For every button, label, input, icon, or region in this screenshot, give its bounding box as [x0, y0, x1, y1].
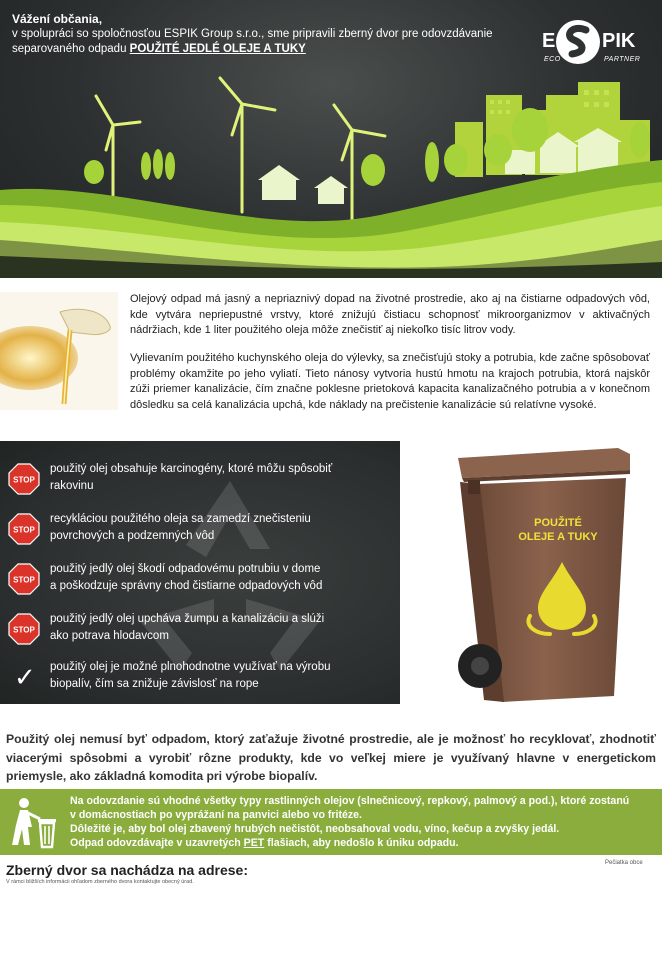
positive-text: biopalív, čím sa znižuje závislosť na rope [50, 678, 259, 690]
warning-item [8, 561, 393, 601]
logo-letter: E [542, 30, 556, 52]
warning-item [8, 611, 393, 651]
positive-text: použitý olej je možné plnohodnotne využívať na výrobu [50, 661, 331, 673]
warning-text: povrchových a podzemných vôd [50, 530, 215, 542]
address-title: Zberný dvor sa nachádza na adrese: [6, 862, 248, 878]
trash-disposal-icon [10, 795, 60, 849]
summary-text: Použitý olej nemusí byť odpadom, ktorý zaťažuje životné prostredie, ale je možnosť ho recyklovať, zhodnotiť viacerými spôsobmi a vyrobiť rôzne produkty, kde vo veľkej miere je využívaný hlavne v energetickom priemysle, ako základná komodita pri výrobe biopalív. [6, 732, 656, 783]
header-banner [0, 0, 662, 278]
pet-label: PET [243, 837, 265, 849]
info-line: Odpad odovzdávajte v uzavretých PET flašiach, aby nedošlo k úniku odpadu. [70, 837, 459, 849]
warning-text: rakovinu [50, 480, 94, 492]
check-icon: ✓ [14, 663, 36, 693]
info-text [70, 794, 650, 850]
stamp-label: Pečiatka obce [605, 860, 643, 866]
logo-sub: ECO [544, 56, 561, 63]
oil-collection-bin [440, 444, 652, 710]
intro-paragraph: Olejový odpad má jasný a nepriaznivý dopad na životné prostredie, ako aj na čistiarne odpadových vôd, kde vytvára nepriepustné vrstvy, ktoré znižujú čistiacu schopnosť mikroorganizmov v aktivačných nádržiach, kde 1 liter použitého oleja môže znečistiť aj niekoľko tisíc litrov vody. [130, 293, 650, 336]
bin-label: POUŽITÉ [534, 517, 582, 529]
bin-label: OLEJE A TUKY [518, 531, 598, 543]
address-note: V rámci bližších informácii ohľadom zberného dvora kontaktujte obecný úrad. [6, 879, 194, 885]
svg-text:STOP: STOP [13, 575, 35, 585]
header-line: v spolupráci so spoločnosťou ESPIK Group s.r.o., sme pripravili zberný dvor pre odovzdávanie [12, 28, 493, 40]
info-line: Na odovzdanie sú vhodné všetky typy rastlinných olejov (slnečnicový, repkový, palmový a pod.), ktoré zostanú [70, 795, 630, 807]
info-line: Dôležité je, aby bol olej zbavený hrubých nečistôt, neobsahoval vodu, víno, kečup a zvyšky jedál. [70, 823, 560, 835]
positive-item [8, 659, 393, 699]
warning-item [8, 511, 393, 551]
oil-pouring-image [0, 292, 118, 410]
product-name: POUŽITÉ JEDLÉ OLEJE A TUKY [129, 43, 306, 55]
warning-text: použitý olej obsahuje karcinogény, ktoré môžu spôsobiť [50, 463, 333, 475]
info-line: v domácnostiach po vyprážaní na panvici alebo vo fritéze. [70, 809, 363, 821]
svg-text:STOP: STOP [13, 525, 35, 535]
stop-sign-icon [8, 613, 40, 645]
warning-text: a poškodzuje správny chod čistiarne odpadových vôd [50, 580, 323, 592]
stop-sign-icon [8, 563, 40, 595]
logo-sub: PARTNER [604, 56, 641, 63]
intro-paragraph: Vylievaním použitého kuchynského oleja do výlevky, sa znečisťujú stoky a potrubia, kde začne spôsobovať problémy okamžite po jeho vyliatí. Tieto nánosy vytvoria hustú hmotu na krajoch potrubia, ktorá najskôr zúži priemer kanalizácie, čím značne poklesne prietoková kapacita kanalizačného potrubia a v konečnom dôsledku sa celá kanalizácia upchá, kde náklady na prečistenie kanalizácie sú relatívne vysoké. [130, 352, 650, 411]
warnings-panel [0, 441, 400, 704]
warning-text: recykláciou použitého oleja sa zamedzí znečisteniu [50, 513, 311, 525]
warning-text: použitý jedlý olej upcháva žumpu a kanalizáciu a slúži [50, 613, 325, 625]
warning-item [8, 461, 393, 501]
greeting: Vážení občania, [12, 12, 103, 26]
logo-text: PIK [602, 30, 636, 52]
svg-text:STOP: STOP [13, 625, 35, 635]
warning-text: ako potrava hlodavcom [50, 630, 169, 642]
info-box [0, 789, 662, 855]
svg-text:STOP: STOP [13, 475, 35, 485]
stop-sign-icon [8, 513, 40, 545]
header-text [12, 12, 532, 57]
warning-text: použitý jedlý olej škodí odpadovému potrubiu v dome [50, 563, 321, 575]
stop-sign-icon [8, 463, 40, 495]
espik-logo [540, 12, 652, 76]
header-line: separovaného odpadu POUŽITÉ JEDLÉ OLEJE A TUKY [12, 43, 306, 55]
